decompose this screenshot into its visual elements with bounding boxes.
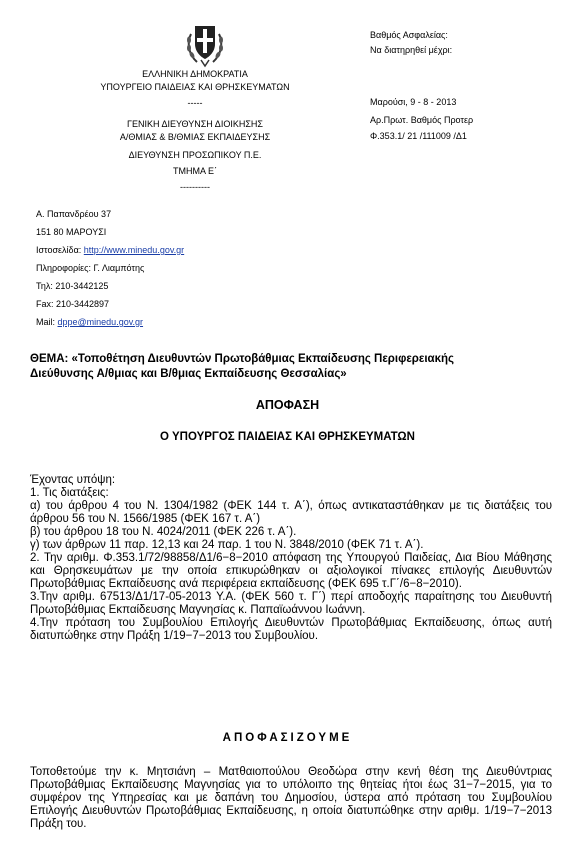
subject-line-2: Διεύθυνσης Α/θμιας και Β/θμιας Εκπαίδευσης Θεσσαλίας» <box>30 368 347 380</box>
sender-address <box>36 205 184 331</box>
address-postal: 151 80 ΜΑΡΟΥΣΙ <box>36 227 107 237</box>
protocol-label: Αρ.Πρωτ. Βαθμός Προτερ <box>370 115 474 125</box>
considerations <box>30 474 552 643</box>
minister-title: Ο ΥΠΟΥΡΓΟΣ ΠΑΙΔΕΙΑΣ ΚΑΙ ΘΡΗΣΚΕΥΜΑΤΩΝ <box>160 431 415 443</box>
website-label: Ιστοσελίδα: <box>36 245 84 255</box>
provision-b: β) του άρθρου 18 του Ν. 4024/2011 (ΦΕΚ 226 τ. Α΄). <box>30 526 297 538</box>
greek-coat-of-arms-icon <box>183 20 227 68</box>
subject-line-1: ΘΕΜΑ: «Τοποθέτηση Διευθυντών Πρωτοβάθμιας Εκπαίδευσης Περιφερειακής <box>30 353 455 365</box>
considerations-intro: Έχοντας υπόψη: <box>30 474 116 486</box>
header-separator: ----- <box>187 98 203 108</box>
header-department: ΤΜΗΜΑ Ε΄ <box>173 166 217 176</box>
provisions-heading: 1. Τις διατάξεις: <box>30 487 109 499</box>
consideration-3: 3.Την αριθμ. 67513/Δ1/17-05-2013 Υ.Α. (ΦΕΚ 560 τ. Γ΄) περί αποδοχής παραίτησης του Διευθυντή Πρωτοβάθμιας Εκπαίδευσης Μαγνησίας κ. Παπαϊωάννου Ιωάννη. <box>30 591 552 616</box>
consideration-2: 2. Την αριθμ. Φ.353.1/72/98858/Δ1/6−8−2010 απόφαση της Υπουργού Παιδείας, Δια Βίου Μάθησης και Θρησκευμάτων με την οποία επικυρώθηκαν οι αξιολογικοί πίνακες επιλογής Διευθυντών Πρωτοβάθμιας Εκπαίδευσης ανά περιφέρεια εκπαίδευσης (ΦΕΚ 695 τ.Γ΄/6−8−2010). <box>30 552 552 590</box>
header-education-levels: Α/ΘΜΙΑΣ & Β/ΘΜΙΑΣ ΕΚΠΑΙΔΕΥΣΗΣ <box>119 132 271 142</box>
protocol-number: Φ.353.1/ 21 /111009 /Δ1 <box>370 131 467 141</box>
header-general-directorate: ΓΕΝΙΚΗ ΔΙΕΥΘΥΝΣΗ ΔΙΟΙΚΗΣΗΣ <box>127 119 263 129</box>
header-directorate: ΔΙΕΥΘΥΝΣΗ ΠΡΟΣΩΠΙΚΟΥ Π.Ε. <box>128 150 262 160</box>
address-street: Α. Παπανδρέου 37 <box>36 209 112 219</box>
header-country: ΕΛΛΗΝΙΚΗ ΔΗΜΟΚΡΑΤΙΑ <box>142 69 248 79</box>
provision-a: α) του άρθρου 4 του Ν. 1304/1982 (ΦΕΚ 144 τ. Α΄), όπως αντικαταστάθηκαν με τις διατάξεις του άρθρου 56 του Ν. 1566/1985 (ΦΕΚ 167 τ. Α΄) <box>30 500 552 525</box>
header-separator-2: ---------- <box>180 182 210 192</box>
provision-c: γ) των άρθρων 11 παρ. 12,13 και 24 παρ. 1 του Ν. 3848/2010 (ΦΕΚ 71 τ. Α΄). <box>30 539 424 551</box>
subject <box>30 352 550 382</box>
security-grade: Βαθμός Ασφαλείας: <box>370 30 448 40</box>
mail-label: Mail: <box>36 317 58 327</box>
address-info: Πληροφορίες: Γ. Λιαμπότης <box>36 263 145 273</box>
address-website-row <box>36 241 184 259</box>
decide-title: ΑΠΟΦΑΣΙΖΟΥΜΕ <box>222 732 353 744</box>
decision-title: ΑΠΟΦΑΣΗ <box>255 398 320 412</box>
website-link[interactable]: http://www.minedu.gov.gr <box>83 245 185 255</box>
place-date: Μαρούσι, 9 - 8 - 2013 <box>370 97 457 107</box>
retention-label: Να διατηρηθεί μέχρι: <box>370 45 453 55</box>
address-phone: Τηλ: 210-3442125 <box>36 281 109 291</box>
header-ministry: ΥΠΟΥΡΓΕΙΟ ΠΑΙΔΕΙΑΣ ΚΑΙ ΘΡΗΣΚΕΥΜΑΤΩΝ <box>100 82 290 92</box>
consideration-4: 4.Την πρόταση του Συμβουλίου Επιλογής Διευθυντών Πρωτοβάθμιας Εκπαίδευσης, όπως αυτή διατυπώθηκε στην Πράξη 1/19−7−2013 του Συμβουλίου. <box>30 617 552 642</box>
address-mail-row <box>36 313 184 331</box>
mail-link[interactable]: dppe@minedu.gov.gr <box>57 317 144 327</box>
address-fax: Fax: 210-3442897 <box>36 299 110 309</box>
decision-text: Τοποθετούμε την κ. Μητσιάνη – Ματθαιοπούλου Θεοδώρα στην κενή θέση της Διευθύντριας Πρωτοβάθμιας Εκπαίδευσης Μαγνησίας για το υπόλοιπο της θητείας ήτοι έως 31−7−2015, για το συμφέρον της Υπηρεσίας και με δαπάνη του Δημοσίου, ύστερα από πρόταση του Συμβουλίου Επιλογής Διευθυντών Πρωτοβάθμιας Εκπαίδευσης, η οποία διατυπώθηκε στην αριθμ. 1/19−7−2013 Πράξη του. <box>30 766 552 830</box>
